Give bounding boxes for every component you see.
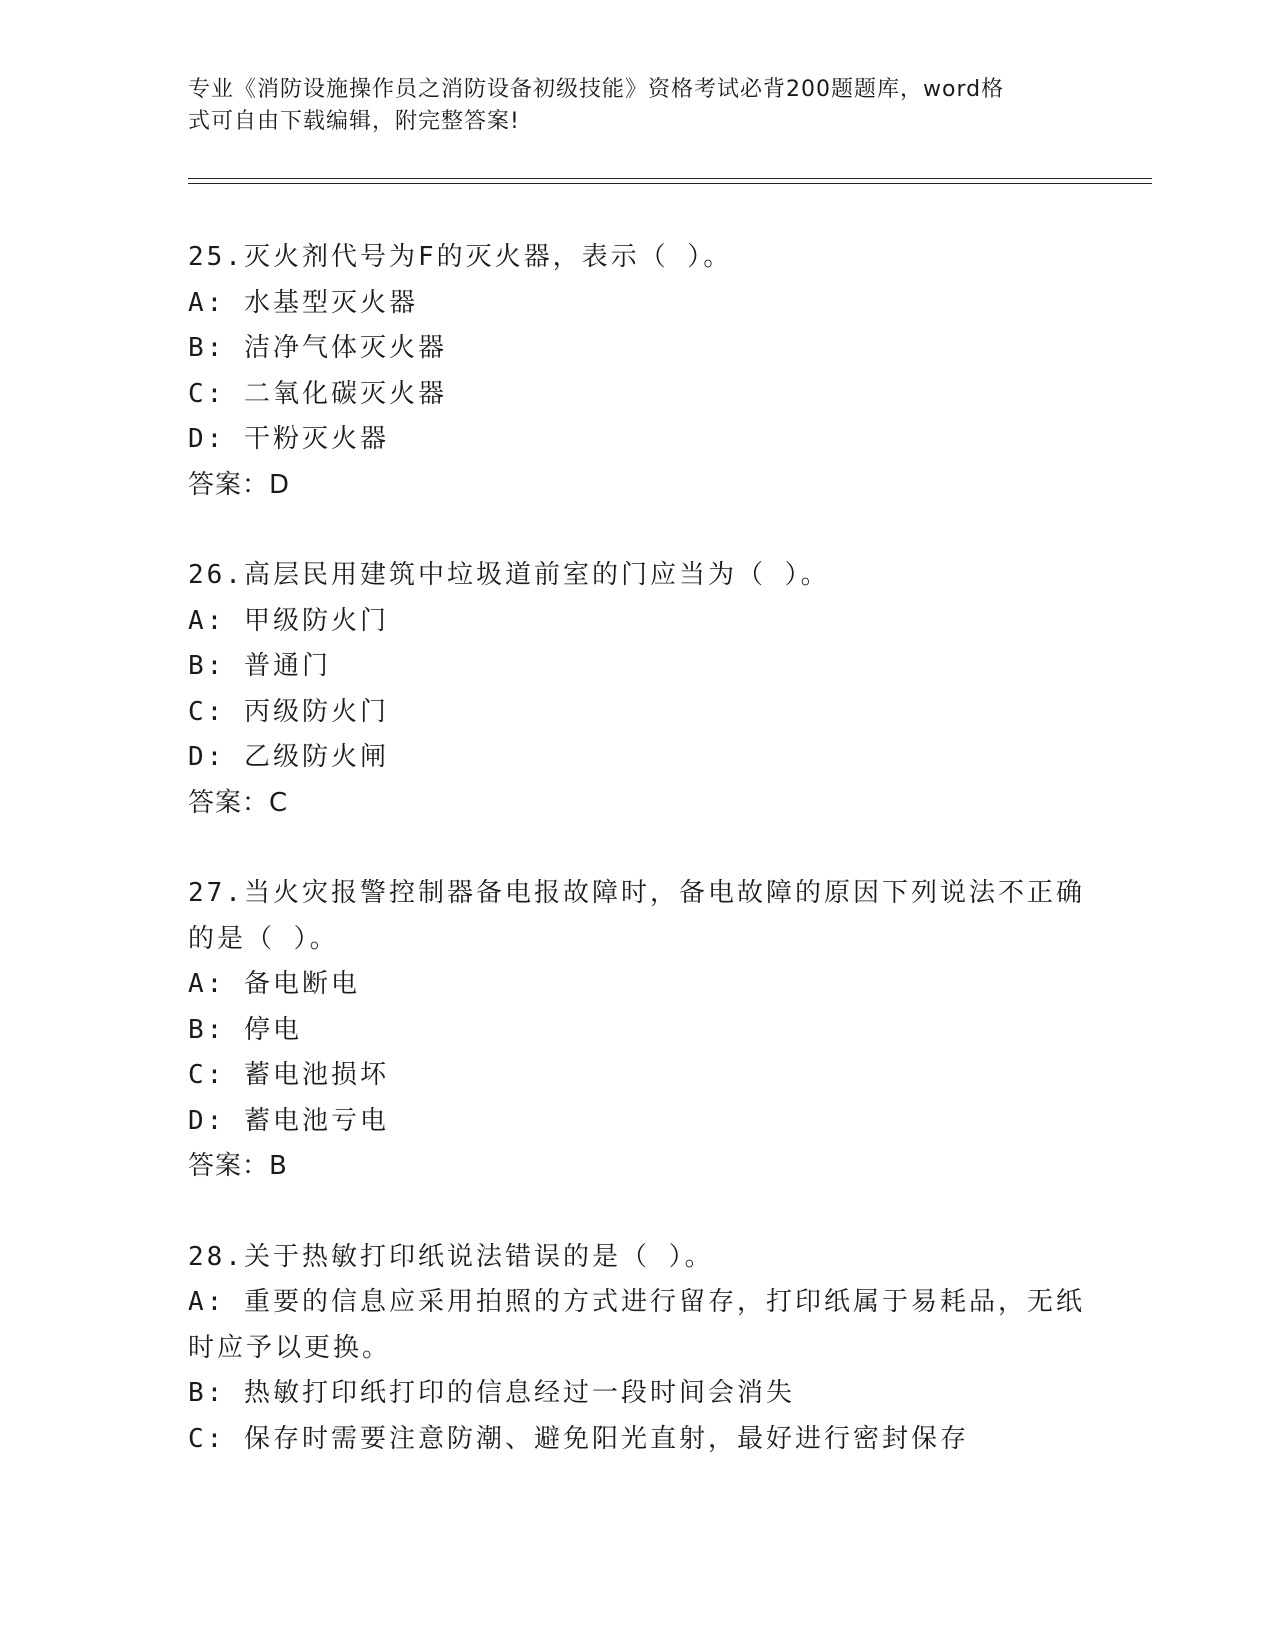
answer: 答案：B — [188, 1151, 288, 1181]
option-b: B: 停电 — [188, 1014, 302, 1045]
option-b: B: 热敏打印纸打印的信息经过一段时间会消失 — [188, 1378, 795, 1408]
option-c: C: 二氧化碳灭火器 — [188, 378, 447, 409]
option-c: C: 保存时需要注意防潮、避免阳光直射，最好进行密封保存 — [188, 1423, 969, 1454]
answer: 答案：C — [188, 787, 289, 818]
header-rule-bottom — [188, 183, 1152, 184]
option-a-continued: 时应予以更换。 — [188, 1332, 392, 1363]
option-b: B: 普通门 — [188, 651, 331, 681]
question-28 — [188, 1235, 1088, 1463]
option-c: C: 蓄电池损坏 — [188, 1060, 389, 1090]
header-line-1: 专业《消防设施操作员之消防设备初级技能》资格考试必背200题题库，word格 — [188, 77, 1005, 102]
question-list — [188, 235, 1088, 1462]
option-c: C: 丙级防火门 — [188, 696, 389, 727]
option-d: D: 干粉灭火器 — [188, 424, 389, 454]
option-a: A: 备电断电 — [188, 969, 360, 999]
option-a: A: 水基型灭火器 — [188, 287, 418, 318]
header-rule-top — [188, 178, 1152, 179]
question-stem: 28.关于热敏打印纸说法错误的是（ ）。 — [188, 1241, 714, 1272]
question-stem: 25.灭火剂代号为F的灭火器，表示（ ）。 — [188, 242, 733, 272]
question-stem: 27.当火灾报警控制器备电报故障时，备电故障的原因下列说法不正确 — [188, 878, 1085, 908]
header-line-2: 式可自由下载编辑，附完整答案! — [188, 109, 520, 134]
answer: 答案：D — [188, 469, 291, 500]
option-a: A: 甲级防火门 — [188, 605, 389, 636]
document-header — [188, 74, 1068, 138]
question-26 — [188, 553, 1088, 826]
question-stem: 26.高层民用建筑中垃圾道前室的门应当为（ ）。 — [188, 560, 830, 590]
option-b: B: 洁净气体灭火器 — [188, 333, 447, 363]
question-stem-continued: 的是（ ）。 — [188, 923, 339, 954]
question-25 — [188, 235, 1088, 508]
question-27 — [188, 871, 1088, 1190]
option-d: D: 蓄电池亏电 — [188, 1105, 389, 1136]
option-a: A: 重要的信息应采用拍照的方式进行留存，打印纸属于易耗品，无纸 — [188, 1287, 1085, 1317]
option-d: D: 乙级防火闸 — [188, 742, 389, 772]
